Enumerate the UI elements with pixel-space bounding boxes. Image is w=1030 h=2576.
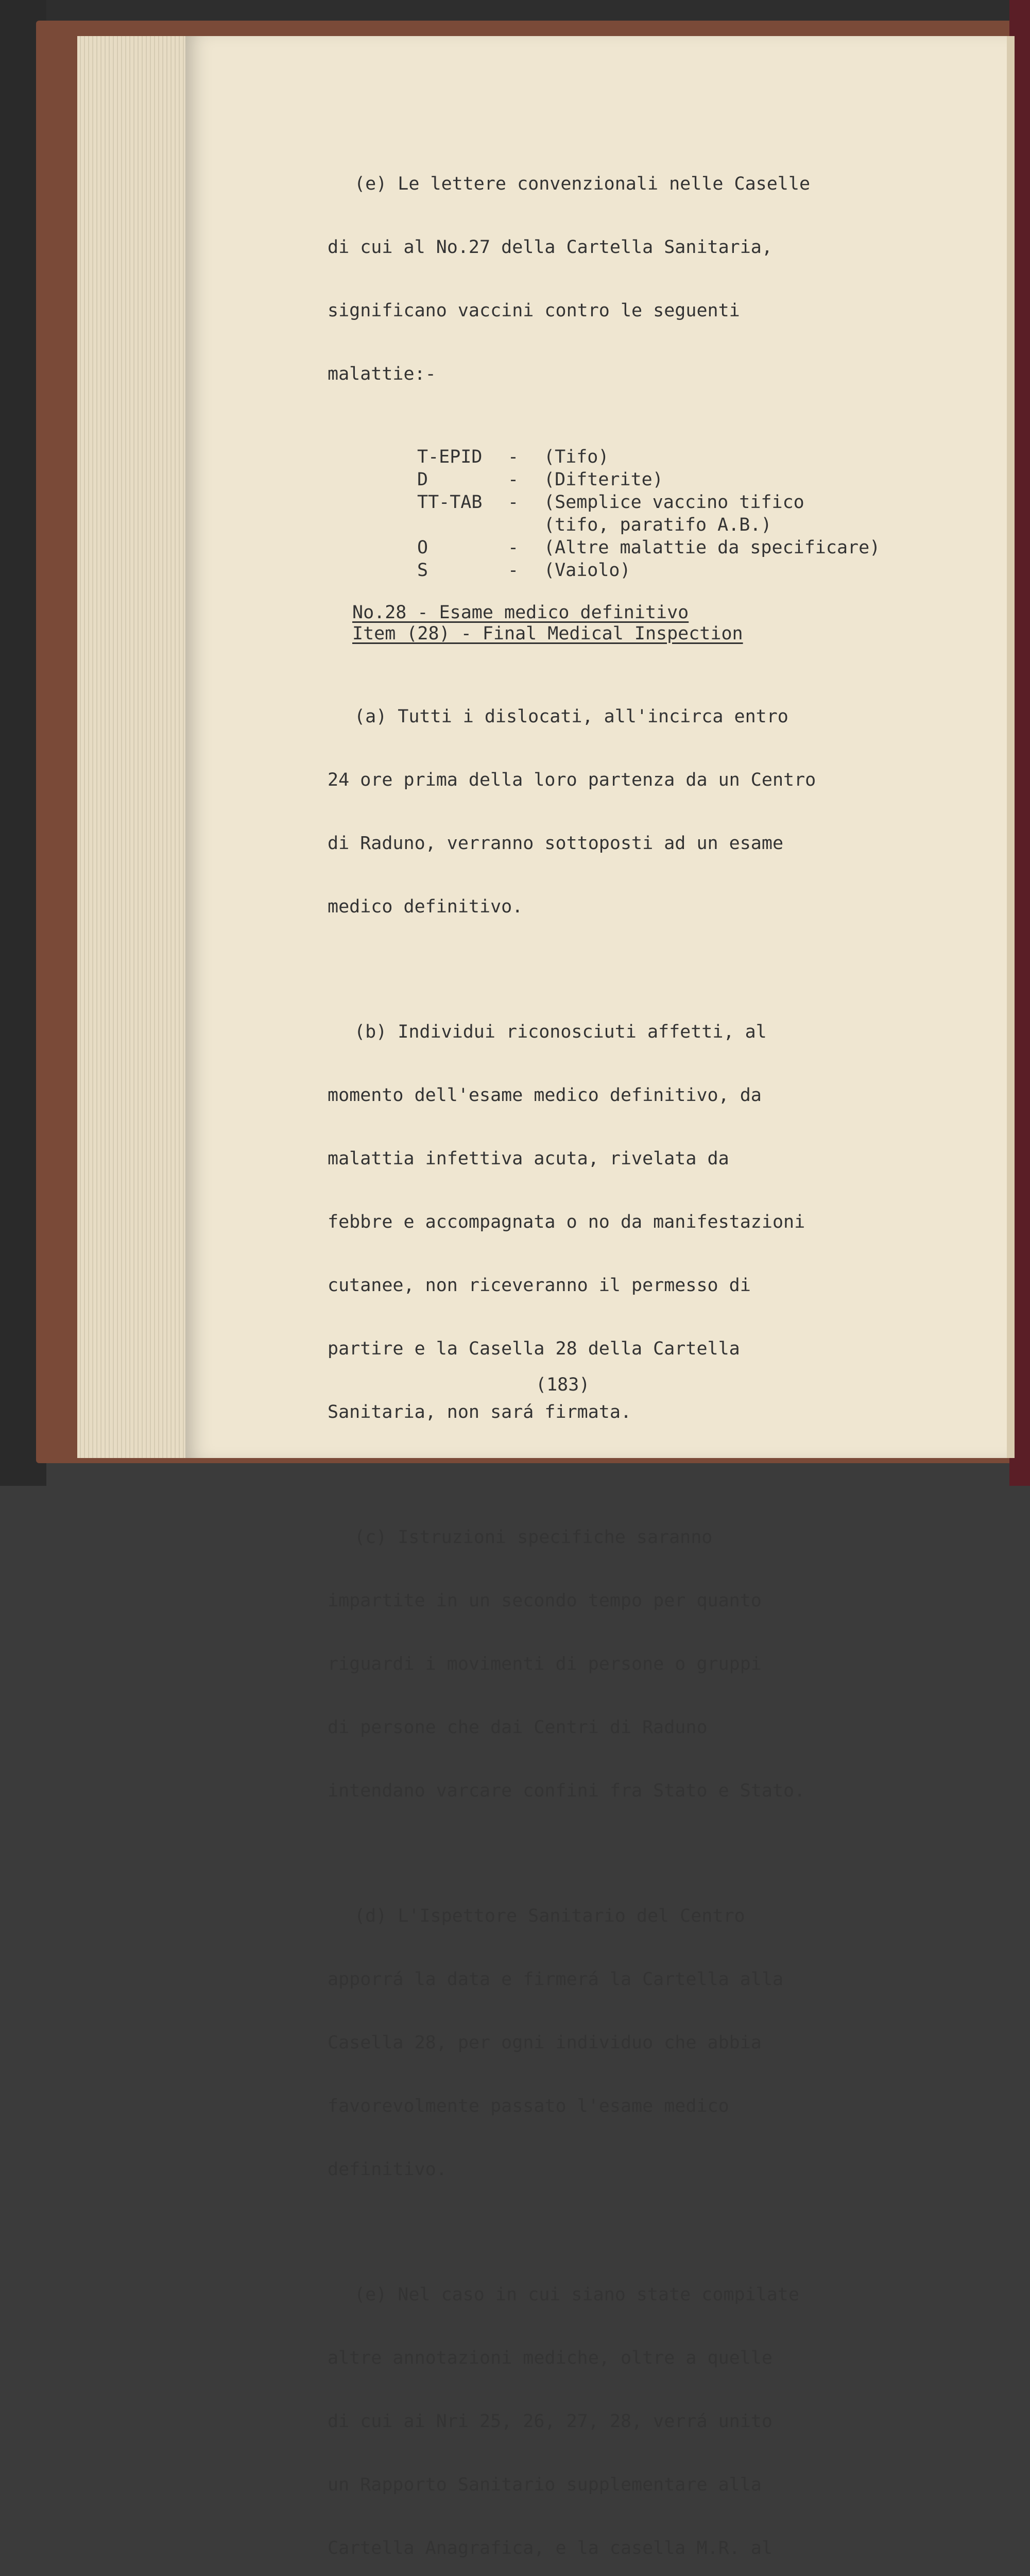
vaccine-row	[328, 469, 976, 492]
heading-italian: No.28 - Esame medico definitivo	[352, 602, 689, 623]
heading-english: Item (28) - Final Medical Inspection	[352, 623, 743, 644]
vaccine-row	[328, 447, 976, 469]
text-line: momento dell'esame medico definitivo, da	[328, 1085, 762, 1106]
text-line: impartite in un secondo tempo per quanto	[328, 1590, 762, 1611]
page-content	[328, 131, 976, 2576]
section-heading-28	[352, 602, 976, 645]
vaccine-desc: (tifo, paratifo A.B.)	[544, 515, 772, 535]
vaccine-code: TT-TAB	[417, 492, 483, 513]
text-line: di persone che dai Centri di Raduno	[328, 1717, 708, 1738]
text-line: intendano varcare confini fra Stato e Stato.	[328, 1781, 805, 1801]
vaccine-row	[328, 537, 976, 560]
vaccine-desc: (Vaiolo)	[544, 560, 631, 581]
page-edge	[1007, 36, 1015, 1458]
text-line: (e) Le lettere convenzionali nelle Caselle	[354, 174, 811, 194]
text-line: Sanitaria, non sará firmata.	[328, 1402, 632, 1422]
paragraph-b	[328, 979, 976, 1465]
vaccine-code: O	[417, 537, 428, 558]
text-line: medico definitivo.	[328, 896, 523, 917]
text-line: (b) Individui riconosciuti affetti, al	[354, 1022, 767, 1042]
paragraph-a	[328, 664, 976, 960]
vaccine-code: T-EPID	[417, 447, 483, 467]
vaccine-row	[328, 560, 976, 583]
text-line: un Rapporto Sanitario supplementare alla	[328, 2475, 762, 2495]
paragraph-e-notes	[328, 2242, 976, 2576]
vaccine-table	[328, 447, 976, 583]
text-line: altre annotazioni mediche, oltre a quelle	[328, 2348, 772, 2368]
text-line: definitivo.	[328, 2159, 447, 2180]
dash: -	[508, 492, 519, 513]
text-line: (d) L'Ispettore Sanitario del Centro	[354, 1906, 745, 1926]
dash: -	[508, 537, 519, 558]
text-line: Cartella Anagrafica, e la casella M.R. al	[328, 2538, 772, 2558]
page-stack	[77, 36, 185, 1458]
vaccine-desc: (Semplice vaccino tifico	[544, 492, 804, 513]
text-line: malattie:-	[328, 364, 436, 384]
paragraph-d	[328, 1863, 976, 2223]
text-line: cutanee, non riceveranno il permesso di	[328, 1275, 751, 1296]
vaccine-desc: (Tifo)	[544, 447, 609, 467]
paragraph-e-vaccines	[328, 131, 976, 427]
text-line: apporrá la data e firmerá la Cartella alla	[328, 1969, 784, 1990]
text-line: Casella 28, per ogni individuo che abbia	[328, 2032, 762, 2053]
vaccine-row	[328, 515, 976, 537]
vaccine-desc: (Difterite)	[544, 469, 663, 490]
text-line: (a) Tutti i dislocati, all'incirca entro	[354, 706, 788, 727]
text-line: di Raduno, verranno sottoposti ad un esame	[328, 833, 784, 854]
text-line: favorevolmente passato l'esame medico	[328, 2096, 729, 2116]
text-line: febbre e accompagnata o no da manifestazioni	[328, 1212, 805, 1232]
text-line: di cui ai Nri 25, 26, 27, 28, verrá unito	[328, 2411, 772, 2432]
paragraph-c	[328, 1485, 976, 1844]
vaccine-row	[328, 492, 976, 515]
text-line: partire e la Casella 28 della Cartella	[328, 1338, 740, 1359]
text-line: (e) Nel caso in cui siano state compilate	[354, 2284, 799, 2305]
dash: -	[508, 447, 519, 467]
text-line: malattia infettiva acuta, rivelata da	[328, 1148, 729, 1169]
text-line: 24 ore prima della loro partenza da un Centro	[328, 770, 816, 790]
text-line: (c) Istruzioni specifiche saranno	[354, 1527, 713, 1548]
dash: -	[508, 560, 519, 581]
text-line: significano vaccini contro le seguenti	[328, 300, 740, 321]
vaccine-code: D	[417, 469, 428, 490]
text-line: di cui al No.27 della Cartella Sanitaria,	[328, 237, 772, 258]
vaccine-code: S	[417, 560, 428, 581]
page-number: (183)	[536, 1375, 590, 1395]
dash: -	[508, 469, 519, 490]
vaccine-desc: (Altre malattie da specificare)	[544, 537, 881, 558]
text-line: riguardi i movimenti di persone o gruppi	[328, 1654, 762, 1674]
